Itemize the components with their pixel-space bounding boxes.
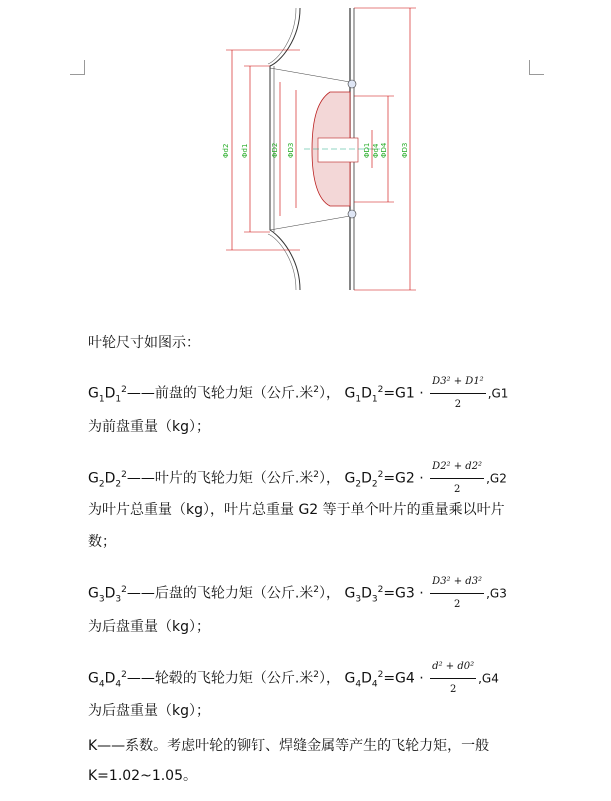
front-disk-outline-inner-b	[268, 234, 296, 290]
dim-label: ΦD4	[380, 142, 388, 158]
fraction: $\frac{\text{D3² + D1²}}{2}$	[430, 372, 486, 415]
dim-label: ΦD2	[271, 142, 279, 158]
dim-label: Φd4	[372, 143, 380, 158]
k-line-2: K=1.02~1.05。	[88, 768, 197, 784]
formula-g4: $G_4D_4^2——$轮毂的飞轮力矩（公斤.米$^2$）， $G_4D_4^2=G4$ · $\frac{\text{d² + d0²}}{2}$ ,G4	[88, 657, 499, 700]
g1-note: 为前盘重量（kg）；	[88, 419, 210, 435]
page-corner-mark-left	[70, 60, 85, 75]
fraction: $\frac{\text{d² + d0²}}{2}$	[430, 657, 476, 700]
front-disk-outline-inner	[268, 8, 296, 64]
g2-note-2: 数；	[88, 534, 116, 550]
rivet-top	[348, 80, 356, 88]
formula-g2: $G_2D_2^2——$叶片的飞轮力矩（公斤.米$^2$）， $G_2D_2^2=G2$ · $\frac{\text{D2² + d2²}}{2}$ ,G2	[88, 457, 507, 500]
intro-text: 叶轮尺寸如图示：	[88, 335, 200, 351]
page-corner-mark-right	[529, 60, 544, 75]
impeller-drawing	[200, 0, 430, 300]
dim-label: Φd2	[222, 143, 230, 158]
dim-label: ΦD3	[287, 142, 295, 158]
dim-label: ΦD3	[401, 142, 409, 158]
blade-edge-bottom	[270, 216, 350, 230]
fraction: $\frac{\text{D3² + d3²}}{2}$	[430, 572, 484, 615]
g4-note: 为后盘重量（kg）；	[88, 703, 210, 719]
g2-note-1: 为叶片总重量（kg），叶片总重量 G2 等于单个叶片的重量乘以叶片	[88, 502, 505, 518]
g3-note: 为后盘重量（kg）；	[88, 619, 210, 635]
rivet-bottom	[348, 210, 356, 218]
blade-edge-top	[270, 68, 350, 82]
formula-g1: $G_1D_1^2——$前盘的飞轮力矩（公斤.米$^2$）， $G_1D_1^2=G1$ · $\frac{\text{D3² + D1²}}{2}$ ,G1	[88, 372, 508, 415]
dim-label: Φd1	[241, 143, 249, 158]
hub-bore	[318, 138, 358, 162]
formula-g3: $G_3D_3^2——$后盘的飞轮力矩（公斤.米$^2$）， $G_3D_3^2=G3$ · $\frac{\text{D3² + d3²}}{2}$ ,G3	[88, 572, 507, 615]
dim-label: ΦD1	[363, 142, 371, 158]
fraction: $\frac{\text{D2² + d2²}}{2}$	[430, 457, 484, 500]
k-line-1: K——系数。考虑叶轮的铆钉、焊缝金属等产生的飞轮力矩，一般	[88, 738, 490, 754]
